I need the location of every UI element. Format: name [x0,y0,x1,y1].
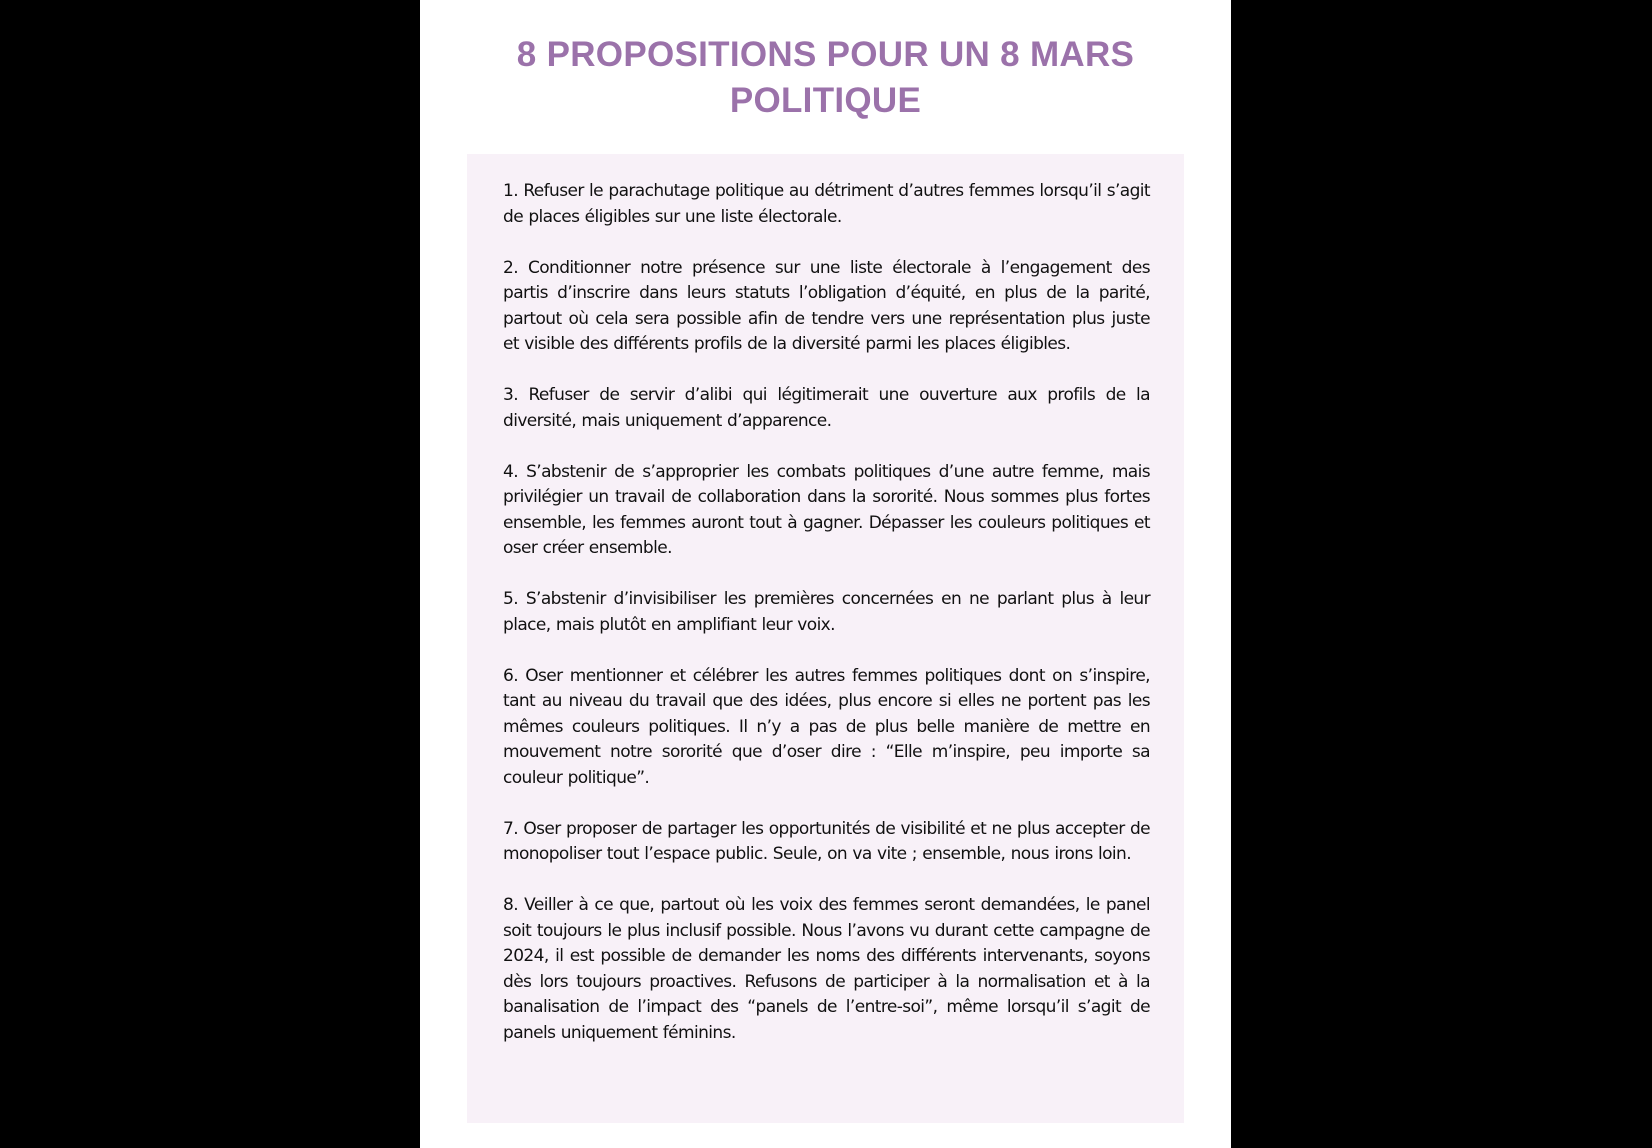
proposition-3: 3. Refuser de servir d’alibi qui légitimerait une ouverture aux profils de la diversité, mais uniquement d’apparence. [503,385,1150,431]
page-title [420,32,1231,124]
proposition-5: 5. S’abstenir d’invisibiliser les premières concernées en ne parlant plus à leur place, mais plutôt en amplifiant leur voix. [503,589,1150,635]
proposition-6: 6. Oser mentionner et célébrer les autres femmes politiques dont on s’inspire, tant au niveau du travail que des idées, plus encore si elles ne portent pas les mêmes couleurs politiques. Il n’y a pas de plus belle manière de mettre en mouvement notre sororité que d’oser dire : “Elle m’inspire, peu importe sa couleur politique”. [503,665,1150,788]
proposition-7: 7. Oser proposer de partager les opportunités de visibilité et ne plus accepter de monopoliser tout l’espace public. Seule, on va vite ; ensemble, nous irons loin. [503,818,1150,864]
title-line: 8 PROPOSITIONS POUR UN 8 MARS [516,35,1135,74]
proposition-4: 4. S’abstenir de s’approprier les combats politiques d’une autre femme, mais privilégier un travail de collaboration dans la sororité. Nous sommes plus fortes ensemble, les femmes auront tout à gagner. Dépasser les couleurs politiques et oser créer ensemble. [503,461,1150,558]
propositions-panel [467,154,1184,1123]
proposition-2: 2. Conditionner notre présence sur une liste électorale à l’engagement des partis d’inscrire dans leurs statuts l’obligation d’équité, en plus de la parité, partout où cela sera possible afin de tendre vers une représentation plus juste et visible des différents profils de la diversité parmi les places éligibles. [503,257,1150,354]
title-line: POLITIQUE [729,81,922,120]
proposition-8: 8. Veiller à ce que, partout où les voix des femmes seront demandées, le panel soit toujours le plus inclusif possible. Nous l’avons vu durant cette campagne de 2024, il est possible de demander les noms des différents intervenants, soyons dès lors toujours proactives. Refusons de participer à la normalisation et à la banalisation de l’impact des “panels de l’entre-soi”, même lorsqu’il s’agit de panels uniquement féminins. [503,895,1150,1043]
document-page [420,0,1231,1148]
propositions-list [503,179,1150,1046]
proposition-1: 1. Refuser le parachutage politique au détriment d’autres femmes lorsqu’il s’agit de places éligibles sur une liste électorale. [503,181,1150,227]
